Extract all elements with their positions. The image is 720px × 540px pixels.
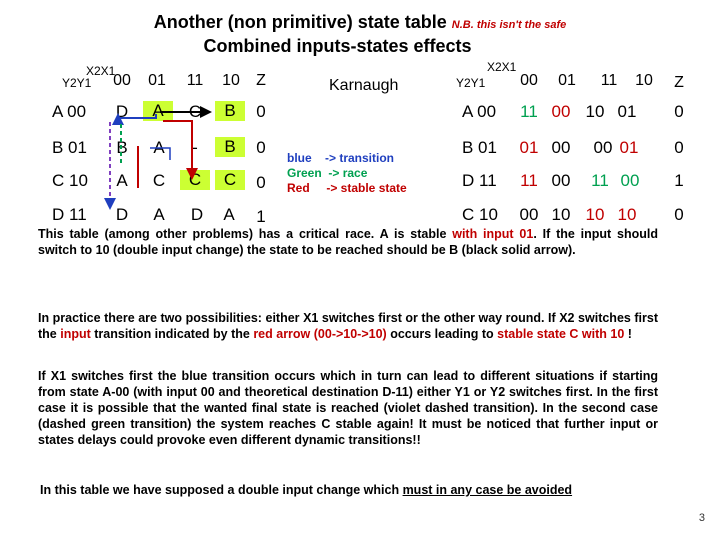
left-cell: C: [152, 171, 166, 190]
left-cell: D: [115, 205, 129, 224]
left-row-state: D 11: [52, 205, 87, 224]
left-cell-race: B: [215, 101, 245, 121]
p2-text-2: transition indicated by the: [90, 327, 254, 341]
title-note: N.B. this isn't the safe: [451, 19, 567, 31]
left-z: 0: [256, 102, 266, 121]
right-z: 0: [674, 102, 684, 121]
right-row-state: A 00: [462, 102, 497, 121]
legend-green: Green -> race: [287, 166, 368, 180]
left-cell-race: B: [215, 137, 245, 157]
left-col-header: Z: [256, 72, 266, 89]
right-cell-stable: 01: [619, 138, 639, 157]
right-z: 0: [674, 205, 684, 224]
right-corner-inputs: X2X1: [487, 60, 517, 74]
legend-blue: blue -> transition: [287, 151, 395, 165]
left-z: 1: [256, 207, 266, 226]
p4-text: In this table we have supposed a double input change which: [40, 483, 403, 497]
right-row-state: D 11: [462, 171, 497, 190]
p1-highlight: with input 01: [452, 227, 534, 241]
left-z: 0: [256, 173, 266, 192]
right-cell: 01: [617, 102, 637, 121]
left-cell: B: [116, 138, 128, 157]
left-cell: A: [116, 171, 128, 190]
slide-subtitle: Combined inputs-states effects: [203, 36, 472, 56]
right-row-state: B 01: [462, 138, 497, 157]
right-col-header: 10: [635, 72, 653, 89]
right-cell: 00: [551, 171, 571, 190]
right-cell-stable: 11: [520, 171, 538, 190]
p4-underlined: must in any case be avoided: [402, 483, 573, 497]
right-cell: 10: [551, 205, 571, 224]
left-cell: D: [115, 102, 129, 121]
right-col-header: 11: [600, 72, 618, 89]
left-corner-inputs: X2X1: [86, 64, 116, 78]
p1-text-end: . If the input should switch to 10 (double input change) the state to be reached should be B (black solid arrow).: [38, 227, 658, 257]
karnaugh-label: Karnaugh: [329, 77, 399, 94]
paragraph-blue-transition: If X1 switches first the blue transition occurs which in turn can lead to different situations if starting from state A-00 (with input 00 and theoretical destination D-11) either Y1 or Y2 switches first. In the first case it is possible that the wanted final state is reached (violet dashed transition). In the second case (dashed green transition) the system reaches C stable again! It must be noticed that further input or states delays could provoke even different dynamic transitions!!: [38, 369, 658, 447]
left-col-header: 01: [148, 72, 166, 89]
right-cell: 10: [585, 102, 605, 121]
p1-text: This table (among other problems) has a critical race. A is stable: [38, 227, 453, 241]
left-cell: A: [153, 205, 165, 224]
left-row-state: C 10: [52, 171, 88, 190]
right-cell: 00: [593, 138, 613, 157]
right-cell: 00: [551, 138, 571, 157]
paragraph-conclusion: [40, 482, 680, 498]
title-line-1: Another (non primitive) state table: [153, 12, 447, 32]
paragraph-critical-race: [38, 226, 658, 258]
left-cell: -: [192, 138, 198, 157]
left-col-header: 00: [113, 72, 131, 89]
right-z: 1: [674, 171, 684, 190]
right-cell-stable: 10: [585, 205, 605, 224]
legend-red: Red -> stable state: [287, 181, 407, 195]
left-col-header: 10: [222, 72, 240, 89]
p2-input: input: [60, 327, 91, 341]
page-number: 3: [698, 512, 705, 524]
right-cell: 11: [591, 171, 609, 190]
p2-red-arrow: red arrow (00->10->10): [253, 327, 387, 341]
left-col-header: 11: [186, 72, 204, 89]
right-cell: 11: [520, 102, 538, 121]
right-z: 0: [674, 138, 684, 157]
right-cell: 00: [519, 205, 539, 224]
right-col-header: 00: [520, 72, 538, 89]
p2-end: !: [624, 327, 632, 341]
left-cell: C: [188, 102, 202, 121]
left-cell-race: C: [215, 170, 245, 190]
left-z: 0: [256, 138, 266, 157]
right-col-header: Z: [674, 74, 684, 91]
right-row-state: C 10: [462, 205, 498, 224]
left-cell-race: C: [180, 170, 210, 190]
left-cell: A: [153, 138, 165, 157]
right-cell-stable: 00: [551, 102, 571, 121]
right-corner-states: Y2Y1: [456, 76, 486, 90]
right-cell-stable: 10: [617, 205, 637, 224]
left-cell: A: [223, 205, 235, 224]
left-row-state: A 00: [52, 102, 87, 121]
p2-text: In practice there are two possibilities: either X1 switches first or the other way round. If X2 switches first the: [38, 311, 658, 341]
paragraph-possibilities: [38, 310, 658, 342]
left-corner-states: Y2Y1: [62, 76, 92, 90]
left-cell: D: [190, 205, 204, 224]
left-row-state: B 01: [52, 138, 87, 157]
p2-stable: stable state C with 10: [497, 327, 625, 341]
p2-text-3: occurs leading to: [386, 327, 498, 341]
right-cell: 00: [620, 171, 640, 190]
right-col-header: 01: [558, 72, 576, 89]
left-cell-race: A: [143, 101, 173, 121]
right-cell-stable: 01: [519, 138, 539, 157]
